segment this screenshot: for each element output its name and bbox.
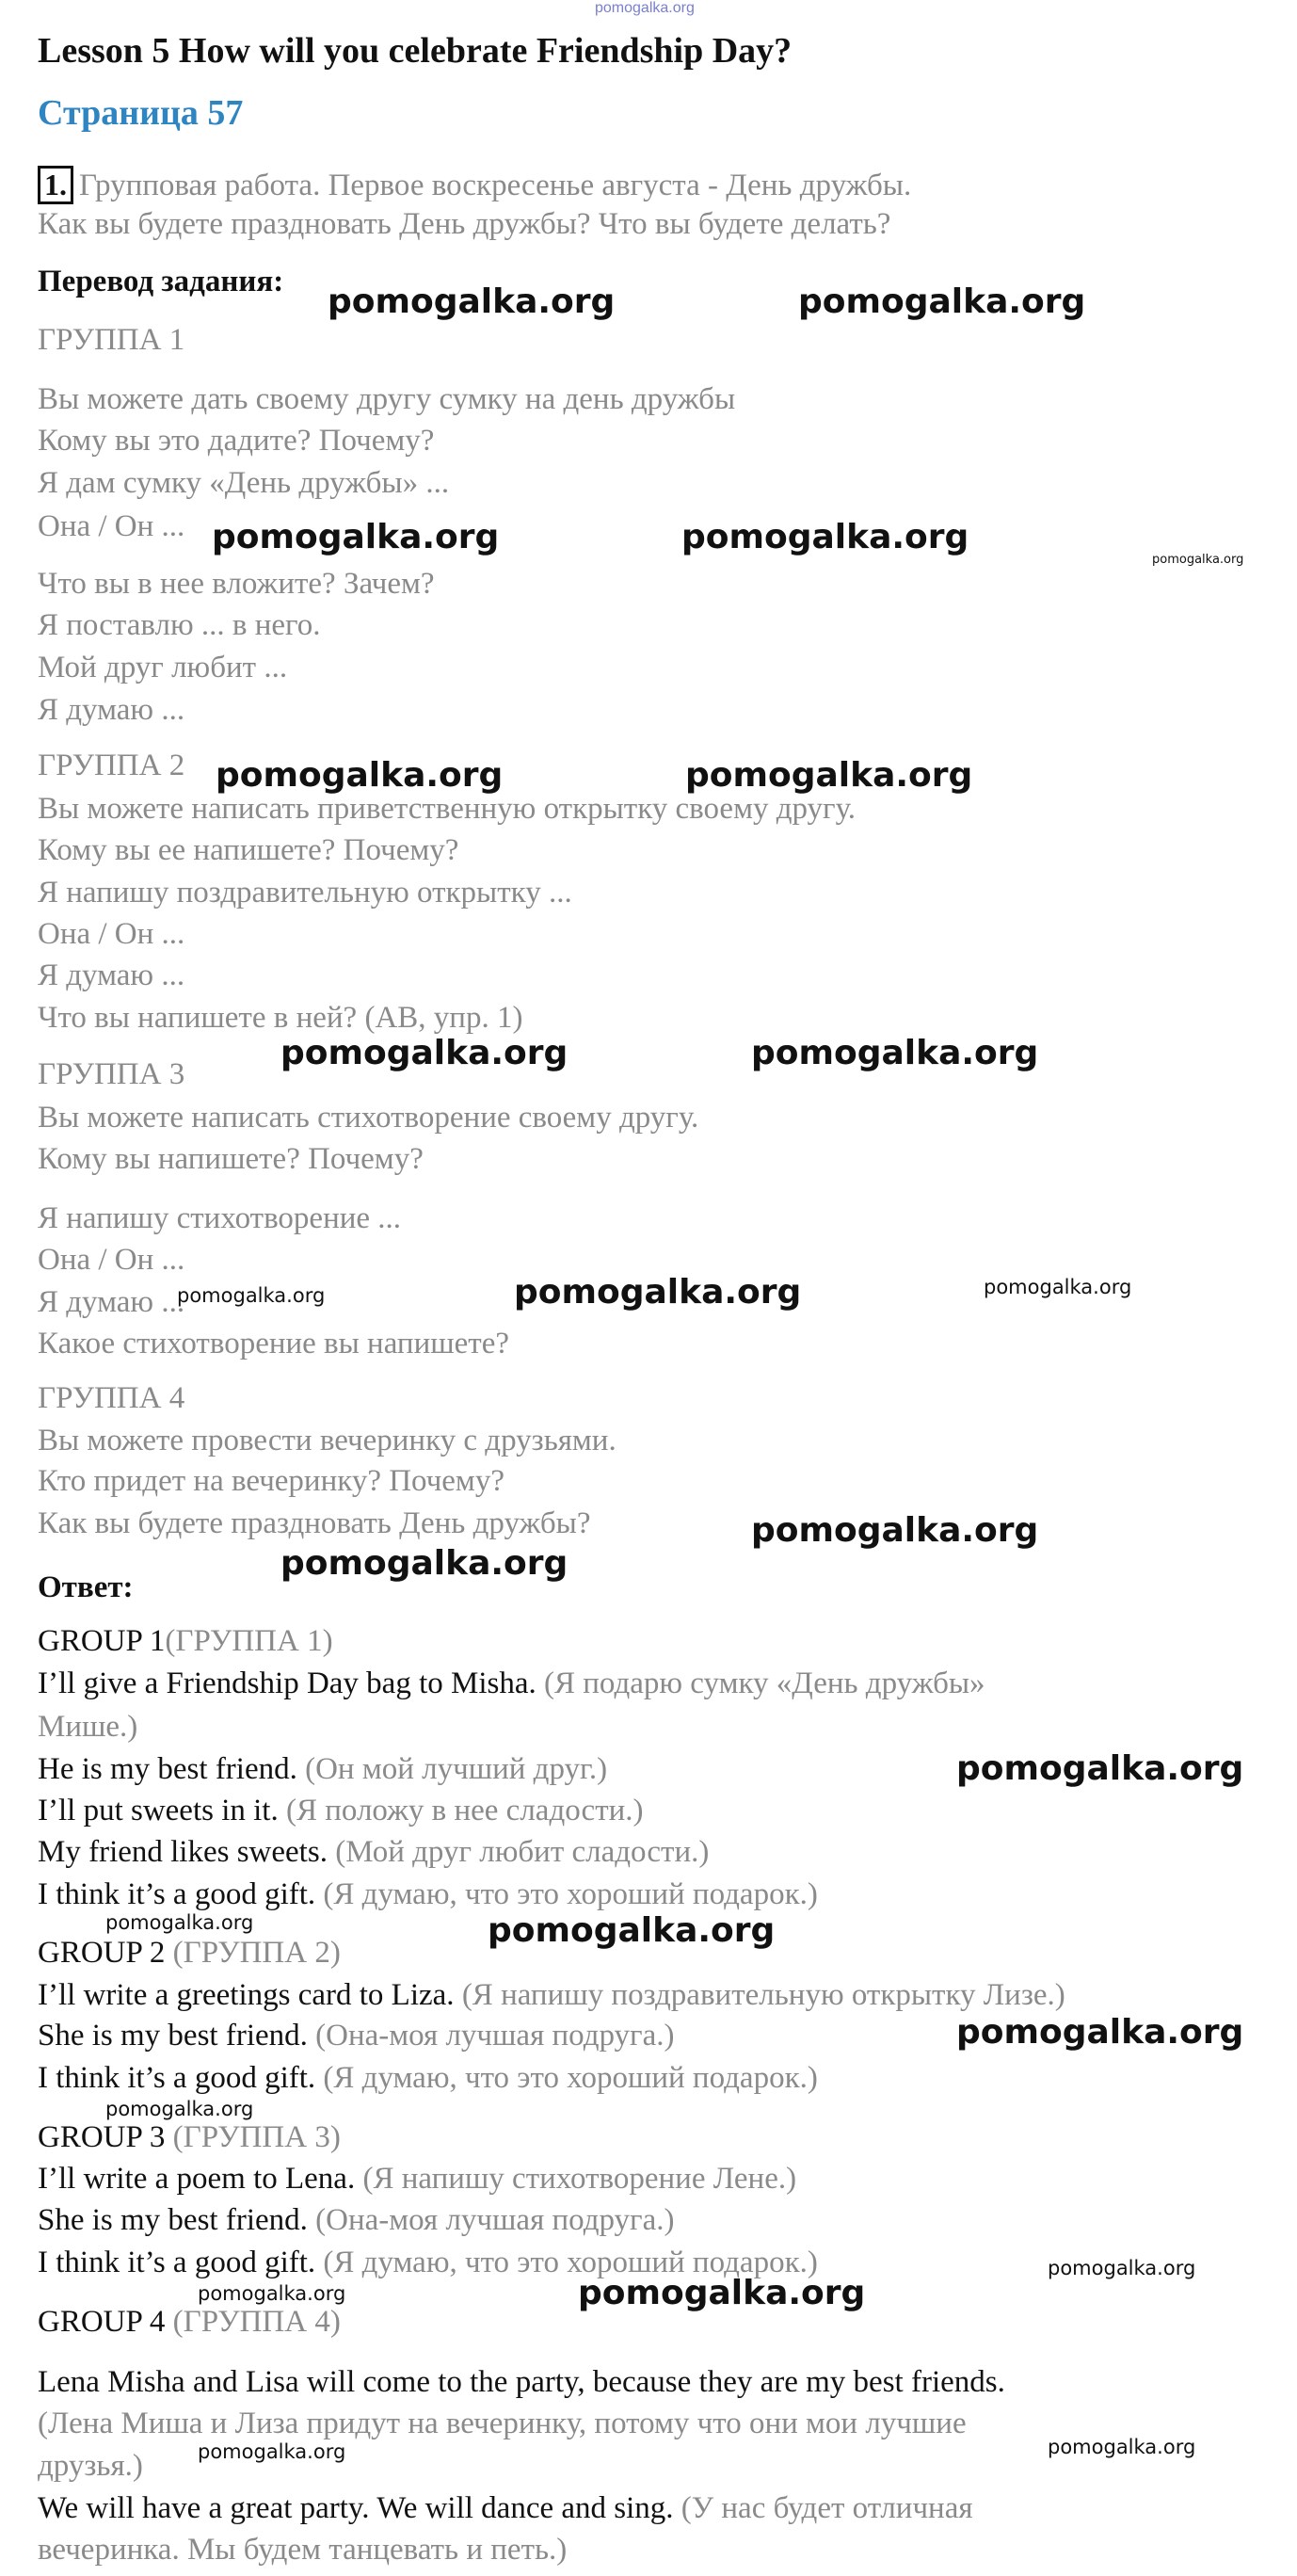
translation-line: Кому вы это дадите? Почему? (38, 424, 435, 458)
page-reference: Страница 57 (38, 93, 244, 133)
answer-line (38, 2063, 818, 2094)
watermark-text: pomogalka.org (105, 2098, 254, 2120)
answer-english: GROUP 1 (38, 1624, 166, 1658)
answer-line (38, 1879, 818, 1910)
translation-line: Какое стихотворение вы напишете? (38, 1327, 510, 1360)
watermark-text: pomogalka.org (685, 756, 973, 795)
answer-russian: (Лена Миша и Лиза придут на вечеринку, потому что они мои лучшие (38, 2407, 967, 2440)
answer-russian: (Я думаю, что это хороший подарок.) (323, 2246, 818, 2279)
watermark-text: pomogalka.org (751, 1511, 1039, 1550)
answer-english: We will have a great party. We will dance and sing. (38, 2491, 674, 2525)
watermark-text: pomogalka.org (280, 1034, 568, 1072)
watermark-text: pomogalka.org (328, 282, 616, 321)
answer-english: GROUP 2 (38, 1936, 166, 1970)
translation-line: Вы можете дать своему другу сумку на день дружбы (38, 382, 736, 416)
watermark-text: pomogalka.org (1048, 2257, 1196, 2279)
watermark-text: pomogalka.org (578, 2274, 866, 2312)
answer-line (38, 2205, 674, 2236)
answer-line (38, 2408, 967, 2439)
answer-russian: (Он мой лучший друг.) (305, 1752, 608, 1786)
translation-line: ГРУППА 4 (38, 1381, 185, 1415)
answer-line (38, 1795, 644, 1827)
watermark-text: pomogalka.org (514, 1273, 802, 1312)
translation-line: Я напишу стихотворение ... (38, 1201, 402, 1235)
answer-english: I’ll put sweets in it. (38, 1794, 279, 1827)
answer-english: I’ll write a greetings card to Liza. (38, 1978, 455, 2012)
answer-line (38, 1938, 341, 1969)
translation-line: Я думаю ... (38, 693, 185, 727)
answer-line (38, 2493, 973, 2524)
translation-line: Кому вы ее напишете? Почему? (38, 833, 459, 867)
answer-line (38, 1754, 607, 1785)
translation-line: Она / Он ... (38, 917, 185, 951)
lesson-title: Lesson 5 How will you celebrate Friendship Day? (38, 31, 793, 71)
translation-header: Перевод задания: (38, 265, 284, 298)
answer-english: I’ll write a poem to Lena. (38, 2162, 356, 2196)
translation-line: ГРУППА 2 (38, 749, 185, 782)
answer-line (38, 2367, 1005, 2398)
watermark-text: pomogalka.org (488, 1911, 776, 1950)
watermark-text: pomogalka.org (212, 518, 500, 556)
answer-english: I’ll give a Friendship Day bag to Misha. (38, 1666, 536, 1700)
translation-line: Я думаю ... (38, 1285, 185, 1319)
answer-russian: вечеринка. Мы будем танцевать и петь.) (38, 2533, 568, 2567)
answer-russian: (ГРУППА 1) (165, 1624, 333, 1658)
translation-line: Я думаю ... (38, 958, 185, 992)
watermark-text: pomogalka.org (751, 1034, 1039, 1072)
answer-line (38, 2307, 341, 2338)
answer-english: Lena Misha and Lisa will come to the party, because they are my best friends. (38, 2365, 1005, 2399)
translation-line: Кто придет на вечеринку? Почему? (38, 1464, 504, 1498)
answer-russian: (Я подарю сумку «День дружбы» (544, 1666, 985, 1700)
watermark-text: pomogalka.org (280, 1544, 568, 1583)
answer-line (38, 1668, 985, 1699)
answer-russian: (Я думаю, что это хороший подарок.) (323, 1877, 818, 1911)
watermark-text: pomogalka.org (198, 2282, 346, 2305)
watermark-text: pomogalka.org (177, 1284, 326, 1307)
answer-line (38, 2122, 341, 2153)
watermark-text: pomogalka.org (681, 518, 969, 556)
answer-english: I think it’s a good gift. (38, 1877, 316, 1911)
task-line-1 (38, 166, 911, 204)
watermark-text: pomogalka.org (105, 1911, 254, 1934)
answer-english: She is my best friend. (38, 2019, 308, 2053)
answer-line (38, 2021, 674, 2052)
translation-line: Я дам сумку «День дружбы» ... (38, 466, 450, 500)
answer-russian: (Я положу в нее сладости.) (285, 1794, 644, 1827)
translation-line: Вы можете написать стихотворение своему другу. (38, 1101, 699, 1135)
translation-line: Она / Он ... (38, 1243, 185, 1277)
translation-line: ГРУППА 1 (38, 323, 185, 357)
answer-english: I think it’s a good gift. (38, 2246, 316, 2279)
answer-russian: (У нас будет отличная (681, 2491, 973, 2525)
watermark-text: pomogalka.org (984, 1276, 1132, 1298)
translation-line: Она / Он ... (38, 509, 185, 543)
task-text-1: Групповая работа. Первое воскресенье августа - День дружбы. (79, 169, 912, 202)
translation-line: Мой друг любит ... (38, 651, 288, 684)
translation-line: Вы можете провести вечеринку с друзьями. (38, 1424, 616, 1457)
answer-russian: (Я напишу поздравительную открытку Лизе.) (461, 1978, 1065, 2012)
answer-russian: (ГРУППА 4) (172, 2305, 341, 2339)
answer-russian: (Я напишу стихотворение Лене.) (362, 2162, 797, 2196)
answer-english: I think it’s a good gift. (38, 2061, 316, 2095)
task-number: 1. (38, 166, 73, 204)
answer-english: She is my best friend. (38, 2203, 308, 2237)
answer-header: Ответ: (38, 1570, 134, 1604)
answer-russian: (Она-моя лучшая подруга.) (315, 2203, 675, 2237)
watermark-text: pomogalka.org (956, 2013, 1244, 2052)
translation-line: Что вы напишете в ней? (АВ, упр. 1) (38, 1001, 523, 1035)
task-line-2: Как вы будете праздновать День дружбы? Что вы будете делать? (38, 207, 891, 241)
translation-line: Что вы в нее вложите? Зачем? (38, 567, 435, 601)
answer-line (38, 2164, 796, 2195)
watermark-text: pomogalka.org (1152, 553, 1244, 567)
watermark-text: pomogalka.org (798, 282, 1086, 321)
translation-line: Кому вы напишете? Почему? (38, 1142, 424, 1176)
answer-russian: Мише.) (38, 1710, 138, 1744)
watermark-text: pomogalka.org (956, 1749, 1244, 1788)
answer-russian: (Я думаю, что это хороший подарок.) (323, 2061, 818, 2095)
answer-line (38, 1626, 333, 1657)
answer-english: He is my best friend. (38, 1752, 297, 1786)
translation-line: Я поставлю ... в него. (38, 608, 321, 642)
answer-russian: (Мой друг любит сладости.) (335, 1835, 710, 1869)
answer-line (38, 2535, 567, 2566)
watermark-text: pomogalka.org (198, 2440, 346, 2463)
translation-line: Я напишу поздравительную открытку ... (38, 876, 572, 910)
watermark-text: pomogalka.org (1048, 2436, 1196, 2458)
answer-russian: друзья.) (38, 2449, 143, 2483)
watermark-text: pomogalka.org (216, 756, 504, 795)
answer-line (38, 1712, 137, 1743)
answer-line (38, 2451, 143, 2482)
answer-line (38, 1980, 1065, 2011)
translation-line: Как вы будете праздновать День дружбы? (38, 1506, 591, 1540)
answer-russian: (ГРУППА 3) (172, 2120, 341, 2154)
answer-russian: (Она-моя лучшая подруга.) (315, 2019, 675, 2053)
translation-line: Вы можете написать приветственную открытку своему другу. (38, 792, 857, 826)
answer-english: My friend likes sweets. (38, 1835, 328, 1869)
answer-line (38, 1837, 709, 1868)
site-header-watermark[interactable]: pomogalka.org (595, 0, 695, 16)
answer-russian: (ГРУППА 2) (172, 1936, 341, 1970)
translation-line: ГРУППА 3 (38, 1057, 185, 1091)
answer-english: GROUP 3 (38, 2120, 166, 2154)
answer-english: GROUP 4 (38, 2305, 166, 2339)
